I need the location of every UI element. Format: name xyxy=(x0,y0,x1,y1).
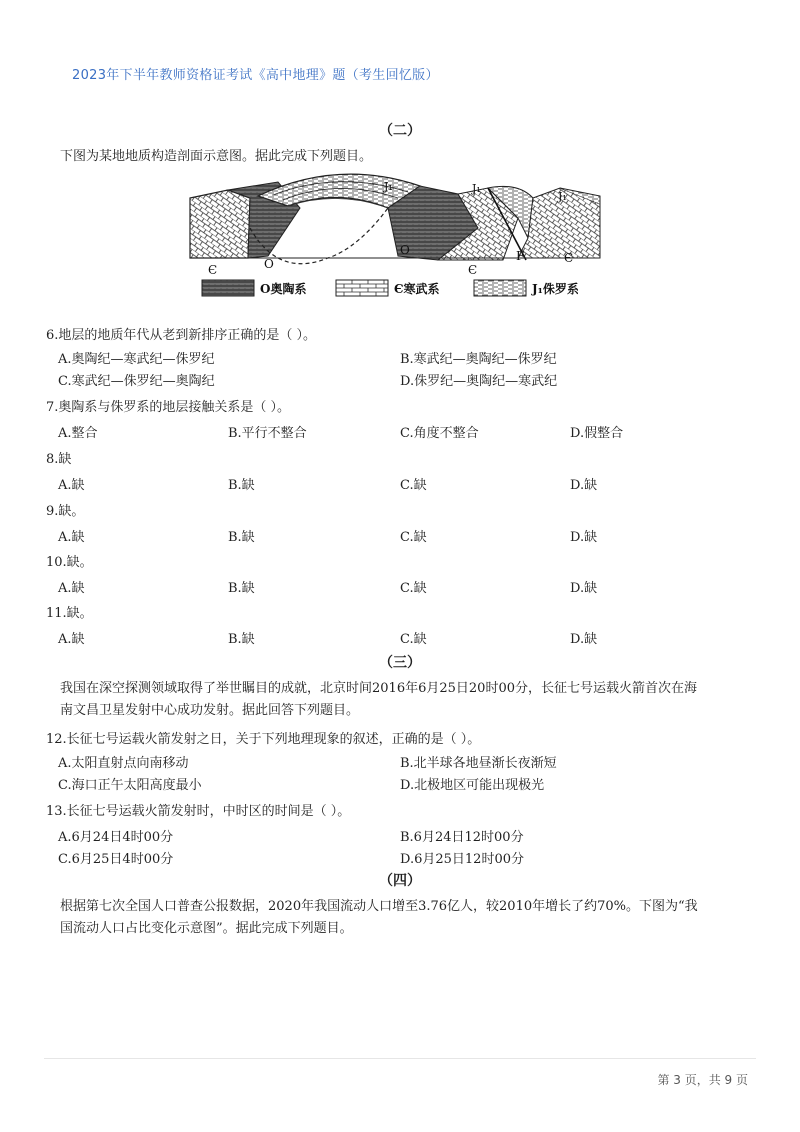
legend-swatch-jurassic xyxy=(474,280,526,296)
stratum-label-j1: J₁ xyxy=(472,182,481,195)
section-heading-3: （三） xyxy=(379,655,421,671)
stratum-label-cambrian: Є xyxy=(208,263,218,277)
question-11-stem: 11.缺。 xyxy=(46,606,93,621)
stratum-label-ordovician: O xyxy=(400,243,410,257)
question-13-stem: 13.长征七号运载火箭发射时，中时区的时间是（ ）。 xyxy=(46,804,351,819)
question-12-option-a: A.太阳直射点向南移动 xyxy=(58,756,189,771)
question-12-stem: 12.长征七号运载火箭发射之日，关于下列地理现象的叙述，正确的是（ ）。 xyxy=(46,732,481,747)
stratum-label-cambrian: Є xyxy=(564,251,574,265)
legend-swatch-ordovician xyxy=(202,280,254,296)
section-3-intro-line-1: 我国在深空探测领域取得了举世瞩目的成就，北京时间2016年6月25日20时00分，长征七号运载火箭首次在海 xyxy=(60,681,697,696)
question-11-option-c: C.缺 xyxy=(400,632,427,647)
question-11-option-d: D.缺 xyxy=(570,632,598,647)
stratum-label-ordovician: O xyxy=(264,257,274,271)
question-6-option-a: A.奥陶纪—寒武纪—侏罗纪 xyxy=(58,352,215,367)
question-6-option-d: D.侏罗纪—奥陶纪—寒武纪 xyxy=(400,374,558,389)
question-9-option-d: D.缺 xyxy=(570,530,598,545)
question-8-option-c: C.缺 xyxy=(400,478,427,493)
question-13-option-b: B.6月24日12时00分 xyxy=(400,830,524,845)
question-6-option-c: C.寒武纪—侏罗纪—奥陶纪 xyxy=(58,374,215,389)
legend-swatch-cambrian xyxy=(336,280,388,296)
question-12-option-d: D.北极地区可能出现极光 xyxy=(400,778,545,793)
section-2-intro: 下图为某地地质构造剖面示意图。据此完成下列题目。 xyxy=(60,149,373,164)
question-8-option-a: A.缺 xyxy=(58,478,85,493)
question-6-option-b: B.寒武纪—奥陶纪—侏罗纪 xyxy=(400,352,557,367)
question-6-stem: 6.地层的地质年代从老到新排序正确的是（ ）。 xyxy=(46,328,317,343)
footer-divider xyxy=(44,1058,756,1059)
question-7-option-b: B.平行不整合 xyxy=(228,426,307,441)
stratum-label-cambrian: Є xyxy=(468,263,478,277)
question-9-option-c: C.缺 xyxy=(400,530,427,545)
section-4-intro-line-2: 国流动人口占比变化示意图”。据此完成下列题目。 xyxy=(60,921,353,936)
document-header-title: 2023年下半年教师资格证考试《高中地理》题（考生回忆版） xyxy=(72,68,439,83)
question-12-option-b: B.北半球各地昼渐长夜渐短 xyxy=(400,756,557,771)
section-4-intro-line-1: 根据第七次全国人口普查公报数据，2020年我国流动人口增至3.76亿人，较2010年增长了约70%。下图为“我 xyxy=(60,899,698,914)
legend-label-jurassic: J₁侏罗系 xyxy=(532,282,579,296)
question-8-stem: 8.缺 xyxy=(46,452,72,467)
question-11-option-b: B.缺 xyxy=(228,632,255,647)
question-11-option-a: A.缺 xyxy=(58,632,85,647)
question-10-option-c: C.缺 xyxy=(400,581,427,596)
question-13-option-c: C.6月25日4时00分 xyxy=(58,852,174,867)
question-10-option-a: A.缺 xyxy=(58,581,85,596)
section-3-intro-line-2: 南文昌卫星发射中心成功发射。据此回答下列题目。 xyxy=(60,703,360,718)
question-10-option-b: B.缺 xyxy=(228,581,255,596)
question-10-stem: 10.缺。 xyxy=(46,555,93,570)
legend-label-cambrian: Є寒武系 xyxy=(394,282,440,296)
page-number: 第 3 页，共 9 页 xyxy=(657,1073,748,1087)
question-7-option-a: A.整合 xyxy=(58,426,98,441)
legend-label-ordovician: O奥陶系 xyxy=(260,282,307,296)
question-13-option-a: A.6月24日4时00分 xyxy=(58,830,174,845)
stratum-label-j1: J₁ xyxy=(384,180,393,193)
geologic-cross-section-diagram xyxy=(188,168,608,308)
stratum-label-j1: J₁ xyxy=(558,190,567,203)
question-7-option-c: C.角度不整合 xyxy=(400,426,479,441)
fault-label: F xyxy=(516,249,525,263)
question-9-option-b: B.缺 xyxy=(228,530,255,545)
question-12-option-c: C.海口正午太阳高度最小 xyxy=(58,778,202,793)
section-heading-2: （二） xyxy=(379,123,421,139)
question-8-option-d: D.缺 xyxy=(570,478,598,493)
question-7-stem: 7.奥陶系与侏罗系的地层接触关系是（ ）。 xyxy=(46,400,291,415)
question-8-option-b: B.缺 xyxy=(228,478,255,493)
section-heading-4: （四） xyxy=(379,873,421,889)
question-9-stem: 9.缺。 xyxy=(46,504,85,519)
question-13-option-d: D.6月25日12时00分 xyxy=(400,852,524,867)
question-9-option-a: A.缺 xyxy=(58,530,85,545)
question-10-option-d: D.缺 xyxy=(570,581,598,596)
question-7-option-d: D.假整合 xyxy=(570,426,624,441)
